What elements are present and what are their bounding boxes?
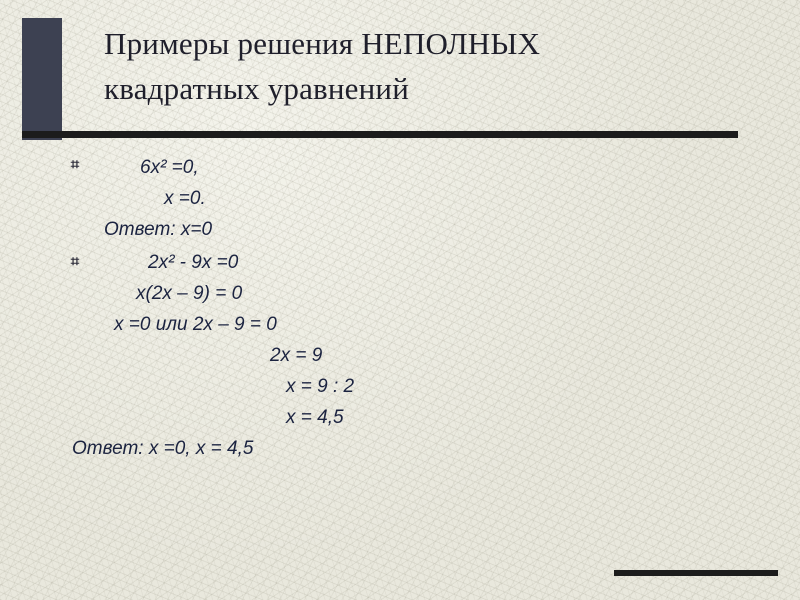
page-title (104, 22, 744, 112)
page-title-line1-emphasis: НЕПОЛНЫХ (361, 26, 541, 61)
page-title-line2: квадратных уравнений (104, 70, 410, 106)
example2-answer: Ответ: x =0, x = 4,5 (72, 438, 254, 459)
title-accent-block (22, 18, 62, 140)
example2-line-6: x = 4,5 (286, 407, 344, 428)
page-title-line1-prefix: Примеры решения (104, 26, 362, 61)
footer-rule (614, 570, 778, 576)
example1-line-2: x =0. (164, 188, 206, 209)
bullet-icon: ⌗ (70, 252, 80, 270)
example1-answer: Ответ: x=0 (104, 219, 213, 240)
example2-line-5: x = 9 : 2 (286, 376, 355, 397)
list-item-example-2 (0, 247, 800, 464)
bullet-icon: ⌗ (70, 155, 80, 173)
example2-line-1: 2x² - 9x =0 (148, 252, 239, 273)
example2-line-3: x =0 или 2x – 9 = 0 (114, 314, 277, 335)
equations-body (0, 152, 800, 464)
example1-line-1: 6x² =0, (140, 157, 199, 178)
list-item-example-1 (0, 152, 800, 245)
example2-line-2: x(2x – 9) = 0 (136, 283, 243, 304)
title-divider-rule (22, 131, 738, 138)
example2-line-4: 2x = 9 (270, 345, 323, 366)
